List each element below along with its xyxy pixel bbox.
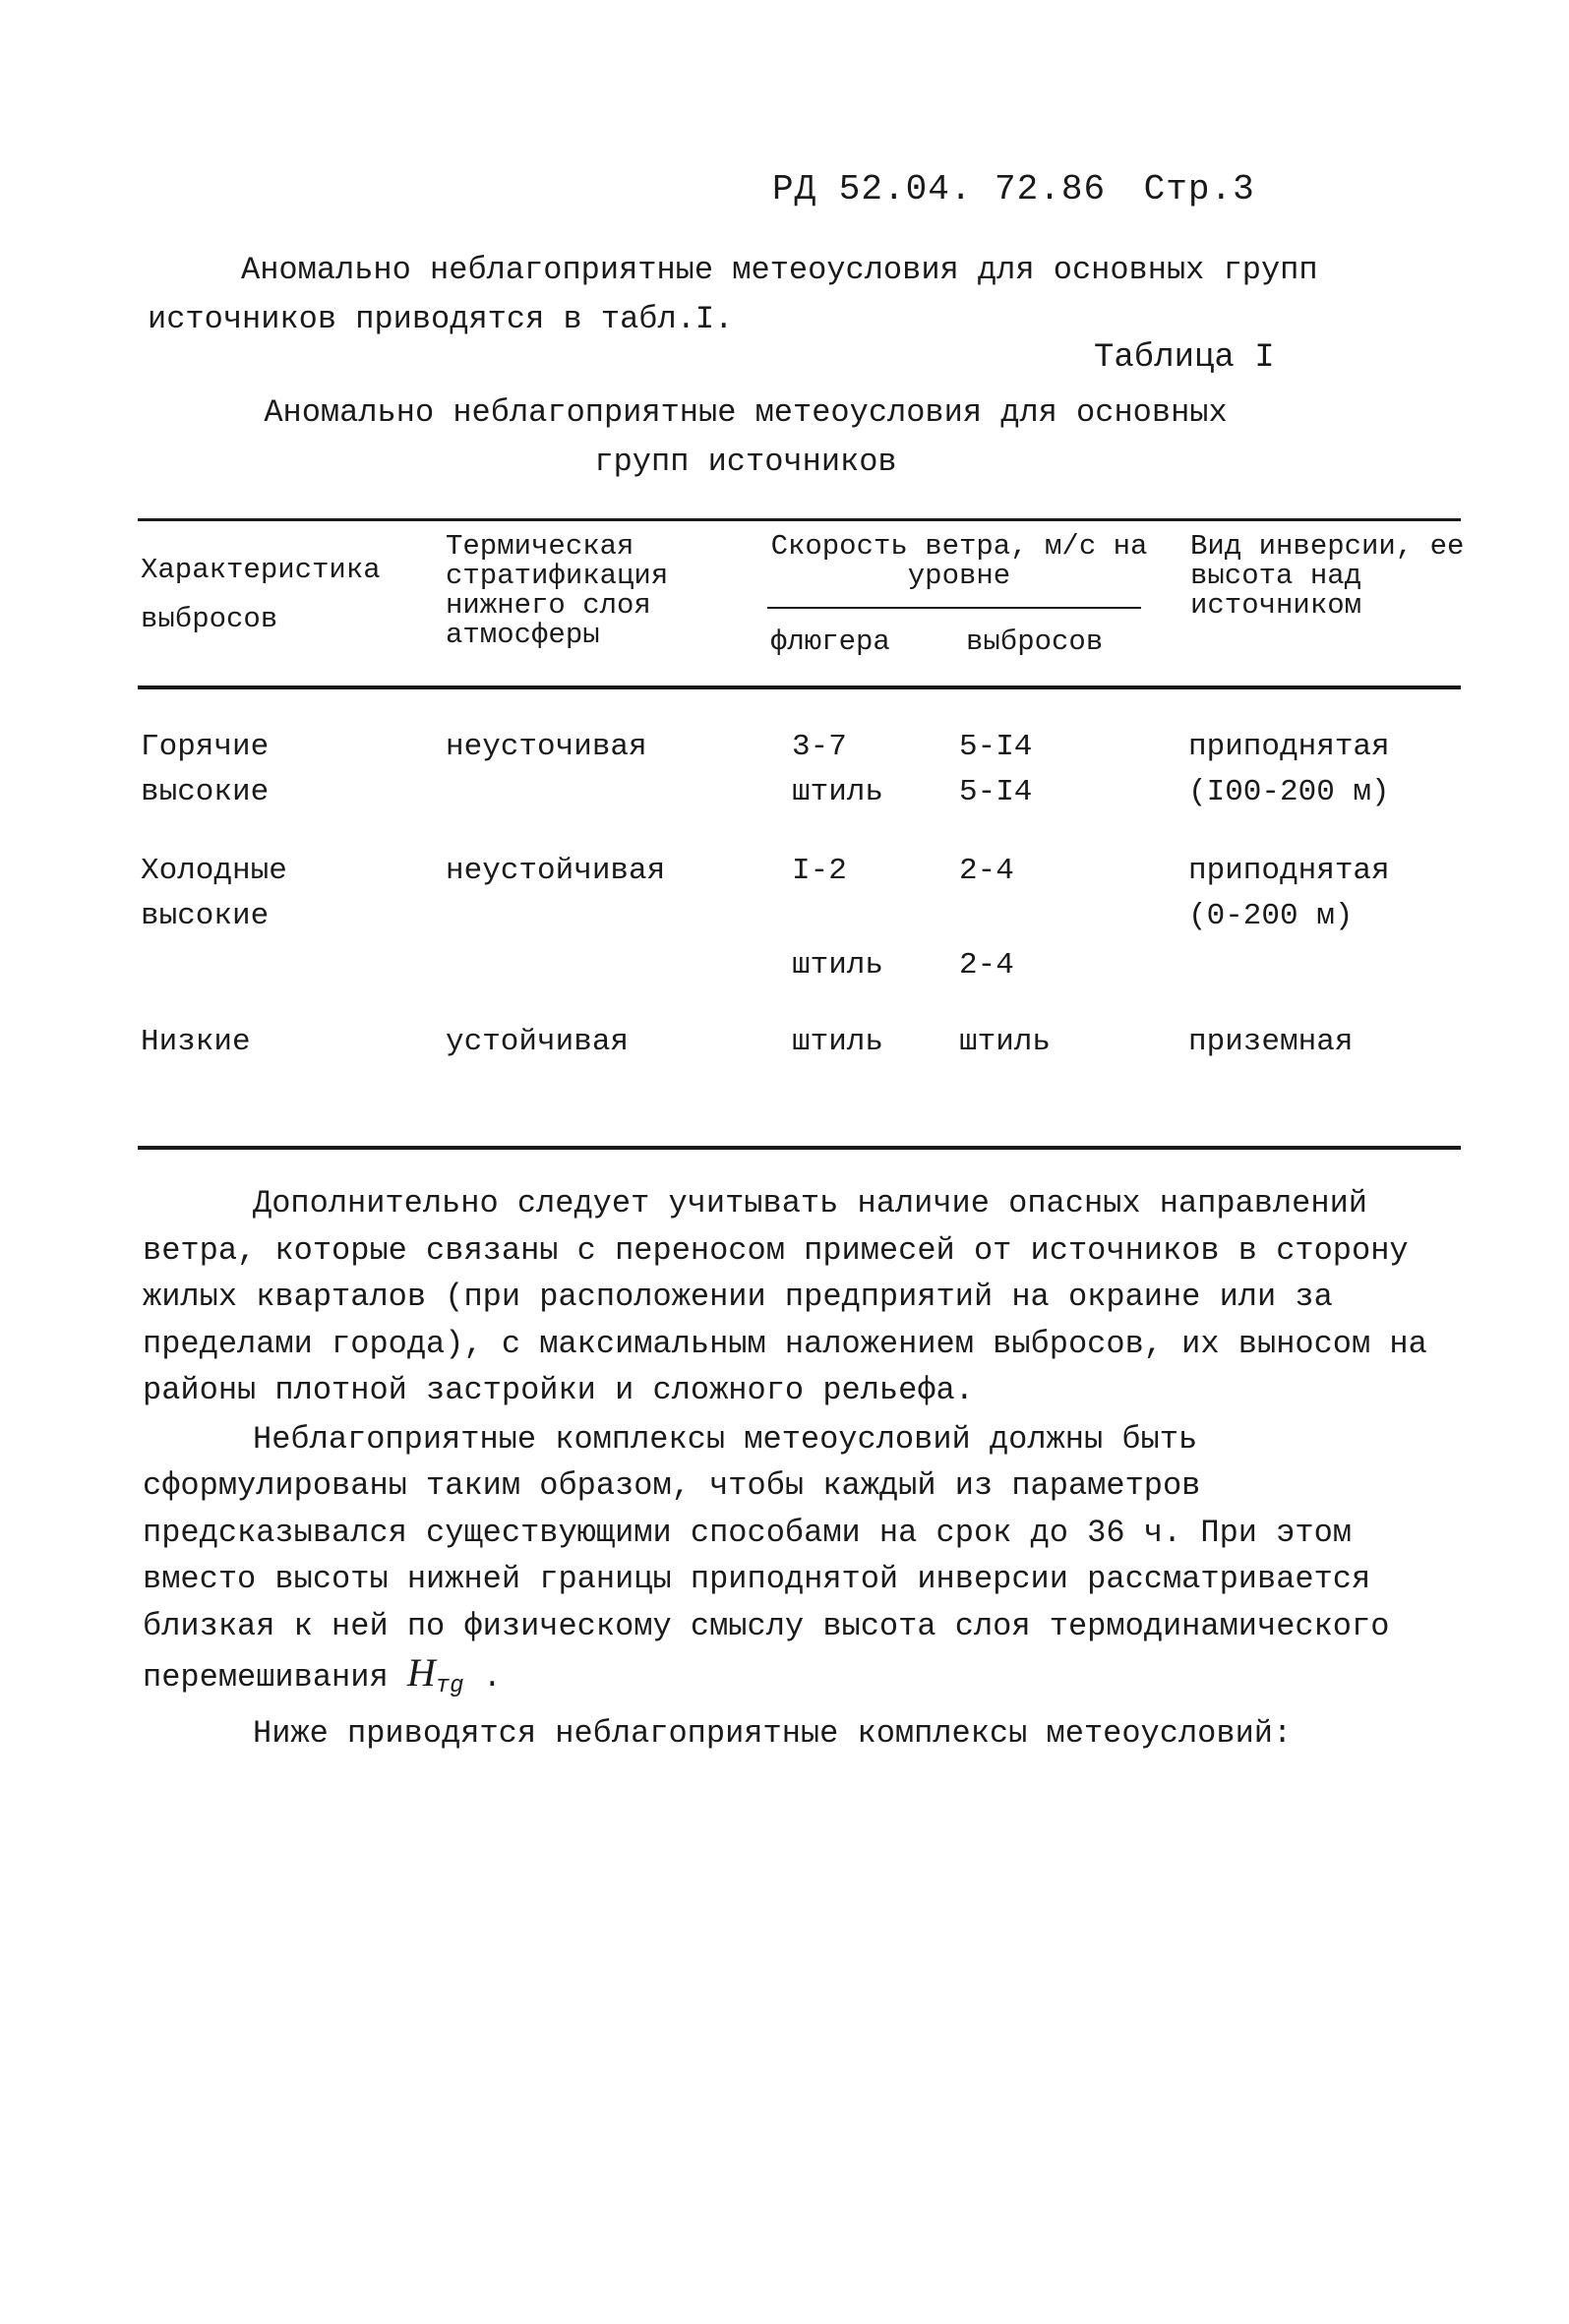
row2-vane-1: I-2: [792, 854, 847, 888]
row2-inversion-line2: (0-200 м): [1188, 899, 1354, 933]
header-wind-speed: Скорость ветра, м/с на уровне: [770, 530, 1148, 592]
intro-line-2: источников приводятся в табл.I.: [148, 301, 734, 337]
intro-paragraph: [148, 246, 1377, 344]
row2-char-line1: Холодные: [141, 854, 287, 888]
paragraph-complexes-text: Неблагоприятные комплексы метеоусловий должны быть сформулированы таким образом, чтобы каждый из параметров предсказывался существующими способами на срок до 36 ч. При этом вместо высоты нижней границы приподнятой инверсии рассматривается близкая к ней по физическому смыслу высота слоя термодинамического перемешивания: [143, 1420, 1390, 1696]
row1-char-line2: высокие: [141, 775, 270, 809]
row2-vane-2: штиль: [792, 948, 884, 983]
row2-emission-1: 2-4: [959, 854, 1014, 888]
table-subheader-rule: [767, 607, 1141, 609]
paragraph-additional-wind: Дополнительно следует учитывать наличие опасных направлений ветра, которые связаны с переносом примесей от источников в сторону жилых кварталов (при расположении предприятий на окраине или за пределами города), с максимальным наложением выбросов, их выносом на районы плотной застройки и сложного рельефа.: [143, 1185, 1427, 1408]
paragraph-complexes-end: .: [482, 1659, 502, 1696]
intro-line-1: Аномально неблагоприятные метеоусловия для основных групп: [241, 252, 1318, 288]
body-text: [143, 1180, 1451, 1757]
page-number: Стр.3: [1143, 169, 1255, 209]
row3-char-line1: Низкие: [141, 1025, 251, 1059]
table-title-line-2: групп источников: [594, 444, 897, 480]
header-characteristic: Характеристика выбросов: [141, 554, 381, 635]
row2-char-line2: высокие: [141, 899, 270, 933]
row3-vane-1: штиль: [792, 1025, 884, 1059]
table-header-rule: [138, 685, 1461, 689]
row3-inversion-line1: приземная: [1188, 1025, 1354, 1059]
header-inversion: Вид инверсии, ее высота над источником: [1190, 530, 1465, 622]
table-title: [234, 388, 1257, 487]
header-emission-level: выбросов: [966, 626, 1104, 658]
row3-emission-1: штиль: [959, 1025, 1052, 1059]
table-title-line-1: Аномально неблагоприятные метеоусловия для основных: [264, 394, 1228, 431]
symbol-h: H: [406, 1650, 436, 1695]
row1-stratification: неусточивая: [446, 730, 647, 764]
paragraph-complexes: [143, 1416, 1451, 1710]
row2-emission-2: 2-4: [959, 948, 1014, 983]
row1-emission-2: 5-I4: [959, 775, 1033, 809]
document-reference: РД 52.04. 72.86: [772, 169, 1107, 209]
row1-inversion-line2: (I00-200 м): [1188, 775, 1390, 809]
row2-stratification: неустойчивая: [446, 854, 666, 888]
row1-emission-1: 5-I4: [959, 730, 1033, 764]
row2-inversion-line1: приподнятая: [1188, 854, 1390, 888]
row1-char-line1: Горячие: [141, 730, 270, 764]
row1-inversion-line1: приподнятая: [1188, 730, 1390, 764]
header-stratification: Термическая стратификация нижнего слоя атмосферы: [446, 530, 669, 651]
paragraph-list-intro: Ниже приводятся неблагоприятные комплексы метеоусловий:: [253, 1714, 1293, 1752]
header-vane-level: флюгера: [770, 626, 890, 658]
table-number: Таблица I: [1094, 339, 1275, 377]
page-header: [772, 169, 1255, 209]
symbol-h-subscript: тg: [435, 1673, 464, 1699]
row3-stratification: устойчивая: [446, 1025, 630, 1059]
table-top-rule: [138, 518, 1461, 521]
table-bottom-rule: [138, 1146, 1461, 1150]
row1-vane-1: 3-7: [792, 730, 847, 764]
row1-vane-2: штиль: [792, 775, 884, 809]
